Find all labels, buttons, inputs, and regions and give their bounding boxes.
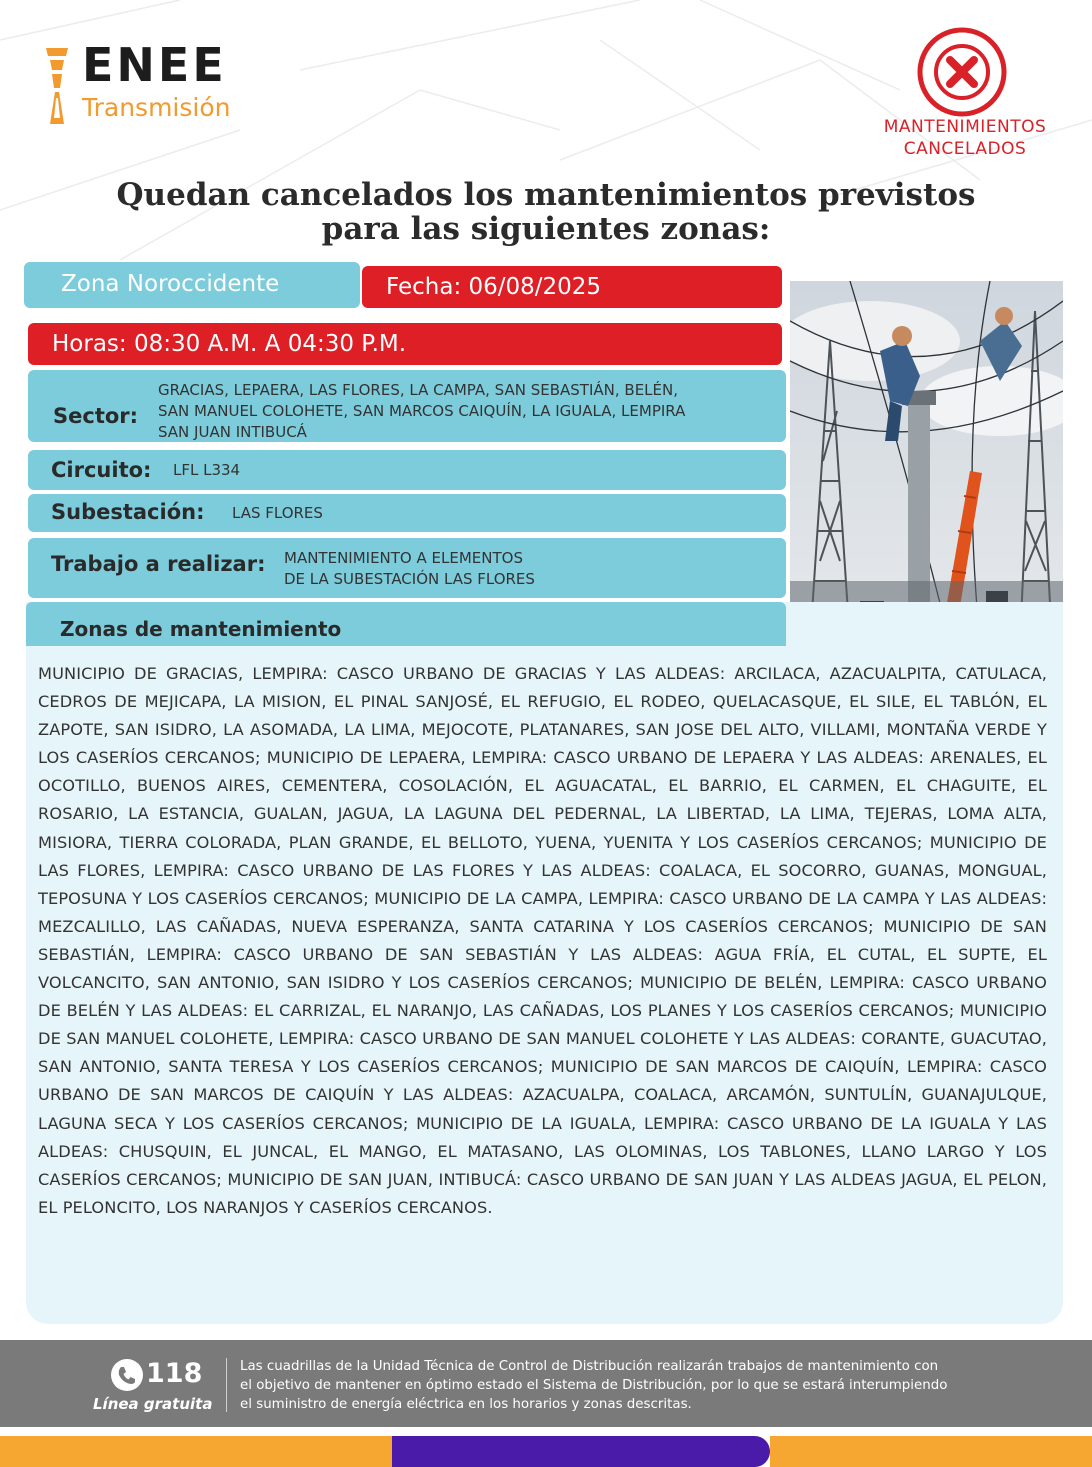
- footer: [0, 1340, 1092, 1427]
- sector-label: Sector:: [53, 404, 139, 428]
- footer-line: el suministro de energía eléctrica en los horarios y zonas descritas.: [240, 1397, 692, 1412]
- badge-line-1: MANTENIMIENTOS: [883, 117, 1047, 137]
- sector-line: SAN JUAN INTIBUCÁ: [158, 423, 307, 441]
- logo-subtitle: Transmisión: [82, 93, 231, 122]
- phone-number: 118: [146, 1358, 203, 1389]
- badge-line-2: CANCELADOS: [903, 139, 1027, 159]
- headline: [40, 178, 1052, 246]
- footer-divider: [226, 1358, 227, 1412]
- hours-label: Horas: 08:30 A.M. A 04:30 P.M.: [52, 331, 407, 357]
- substation-bar: [28, 494, 786, 532]
- sector-bar: [28, 370, 786, 442]
- date-label: Fecha: 06/08/2025: [386, 274, 602, 300]
- substation-photo: [790, 281, 1063, 643]
- zones-label: Zonas de mantenimiento: [60, 617, 342, 641]
- headline-line-2: para las siguientes zonas:: [321, 211, 771, 247]
- footer-line: Las cuadrillas de la Unidad Técnica de Control de Distribución realizarán trabajos de mantenimiento con: [240, 1359, 939, 1374]
- zone-label: Zona Noroccidente: [61, 271, 280, 297]
- zone-bar: [24, 262, 360, 308]
- bottom-stripe-orange-right: [770, 1436, 1092, 1467]
- hours-bar: [28, 323, 782, 365]
- date-bar: [362, 266, 782, 308]
- sector-line: SAN MANUEL COLOHETE, SAN MARCOS CAIQUÍN, LA IGUALA, LEMPIRA: [158, 402, 686, 420]
- footer-text: [240, 1357, 1040, 1414]
- circuit-value: LFL L334: [173, 461, 241, 479]
- zones-header: [26, 602, 786, 646]
- work-bar: [28, 538, 786, 598]
- enee-logo: [42, 38, 282, 126]
- zones-text: MUNICIPIO DE GRACIAS, LEMPIRA: CASCO URBANO DE GRACIAS Y LAS ALDEAS: ARCILACA, AZACUALPITA, CATULACA, CEDROS DE MEJICAPA, LA MISION, EL PINAL SANJOSÉ, EL REFUGIO, EL RODEO, QUELACASQUE, EL SILE, EL TABLÓN, EL ZAPOTE, SAN ISIDRO, LA ASOMADA, LA LIMA, MEJOCOTE, PLATANARES, SAN JOSE DEL ALTO, VILLAMI, MONTAÑA VERDE Y LOS CASERÍOS CERCANOS; MUNICIPIO DE LEPAERA, LEMPIRA: CASCO URBANO DE LEPAERA Y LAS ALDEAS: ARENALES, EL OCOTILLO, BUENOS AIRES, CEMENTERA, COSOLACIÓN, EL AGUACATAL, EL BARRIO, EL CARMEN, EL CHAGUITE, EL ROSARIO, LA ESTANCIA, GUALAN, JAGUA, LA LAGUNA DEL PEDERNAL, LA LIBERTAD, LA LIMA, TEJERAS, LOMA ALTA, MISIORA, TIERRA COLORADA, PLAN GRANDE, EL BELLOTO, YUENA, YUENITA Y LOS CASERÍOS CERCANOS; MUNICIPIO DE LAS FLORES, LEMPIRA: CASCO URBANO DE LAS FLORES Y LAS ALDEAS: COALACA, EL SOCORRO, GUANAS, MONGUAL, TEPOSUNA Y LOS CASERÍOS CERCANOS; MUNICIPIO DE LA CAMPA, LEMPIRA: CASCO URBANO DE LA CAMPA Y LAS ALDEAS: MEZCALILLO, LAS CAÑADAS, NUEVA ESPERANZA, SANTA CATARINA Y LOS CASERÍOS CERCANOS; MUNICIPIO DE SAN SEBASTIÁN, LEMPIRA: CASCO URBANO DE SAN SEBASTIÁN Y LAS ALDEAS: AGUA FRÍA, EL CUTAL, EL SUPTE, EL VOLCANCITO, SAN ANTONIO, SAN ISIDRO Y LOS CASERÍOS CERCANOS; MUNICIPIO DE BELÉN, LEMPIRA: CASCO URBANO DE BELÉN Y LAS ALDEAS: EL CARRIZAL, EL NARANJO, LAS CAÑADAS, LOS PLANES Y LOS CASERÍOS CERCANOS; MUNICIPIO DE SAN MANUEL COLOHETE, LEMPIRA: CASCO URBANO DE SAN MANUEL COLOHETE Y LAS ALDEAS: CORANTE, GUACUTAO, SAN ANTONIO, SANTA TERESA Y LOS CASERÍOS CERCANOS; MUNICIPIO DE SAN MARCOS DE CAIQUÍN, LEMPIRA: CASCO URBANO DE SAN MARCOS DE CAIQUÍN Y LAS ALDEAS: AZACUALPA, COALACA, ARCAMÓN, SUNTULÍN, GUANAJULQUE, LAGUNA SECA Y LOS CASERÍOS CERCANOS; MUNICIPIO DE LA IGUALA, LEMPIRA: CASCO URBANO DE LA IGUALA Y LAS ALDEAS: CHUSQUIN, EL JUNCAL, EL MANGO, EL MATASANO, LAS OLOMINAS, LOS TABLONES, LLANO LARGO Y LOS CASERÍOS CERCANOS; MUNICIPIO DE SAN JUAN, INTIBUCÁ: CASCO URBANO DE SAN JUAN Y LAS ALDEAS JAGUA, EL PELON, EL PELONCITO, LOS NARANJOS Y CASERÍOS CERCANOS.: [38, 664, 1047, 1217]
- substation-value: LAS FLORES: [232, 504, 323, 522]
- logo-name: ENEE: [82, 38, 227, 92]
- work-label: Trabajo a realizar:: [51, 552, 266, 576]
- circuit-label: Circuito:: [51, 458, 152, 482]
- work-line: MANTENIMIENTO A ELEMENTOS: [284, 549, 523, 567]
- bottom-stripe-orange: [0, 1436, 392, 1467]
- work-value: [284, 548, 535, 590]
- enee-tower-icon: [42, 48, 72, 124]
- work-line: DE LA SUBESTACIÓN LAS FLORES: [284, 570, 535, 588]
- phone-label: Línea gratuita: [93, 1395, 213, 1413]
- substation-label: Subestación:: [51, 500, 205, 524]
- phone-icon: [110, 1358, 144, 1392]
- sector-line: GRACIAS, LEPAERA, LAS FLORES, LA CAMPA, SAN SEBASTIÁN, BELÉN,: [158, 381, 678, 399]
- bottom-stripe-purple: [392, 1436, 770, 1467]
- x-circle-icon: [916, 26, 1008, 118]
- headline-line-1: Quedan cancelados los mantenimientos previstos: [116, 177, 976, 213]
- badge-label: [860, 116, 1070, 160]
- footer-line: el objetivo de mantener en óptimo estado el Sistema de Distribución, por lo que se estará interumpiendo: [240, 1378, 948, 1393]
- circuit-bar: [28, 450, 786, 490]
- cancelled-badge: [860, 24, 1070, 164]
- sector-value: [158, 380, 685, 443]
